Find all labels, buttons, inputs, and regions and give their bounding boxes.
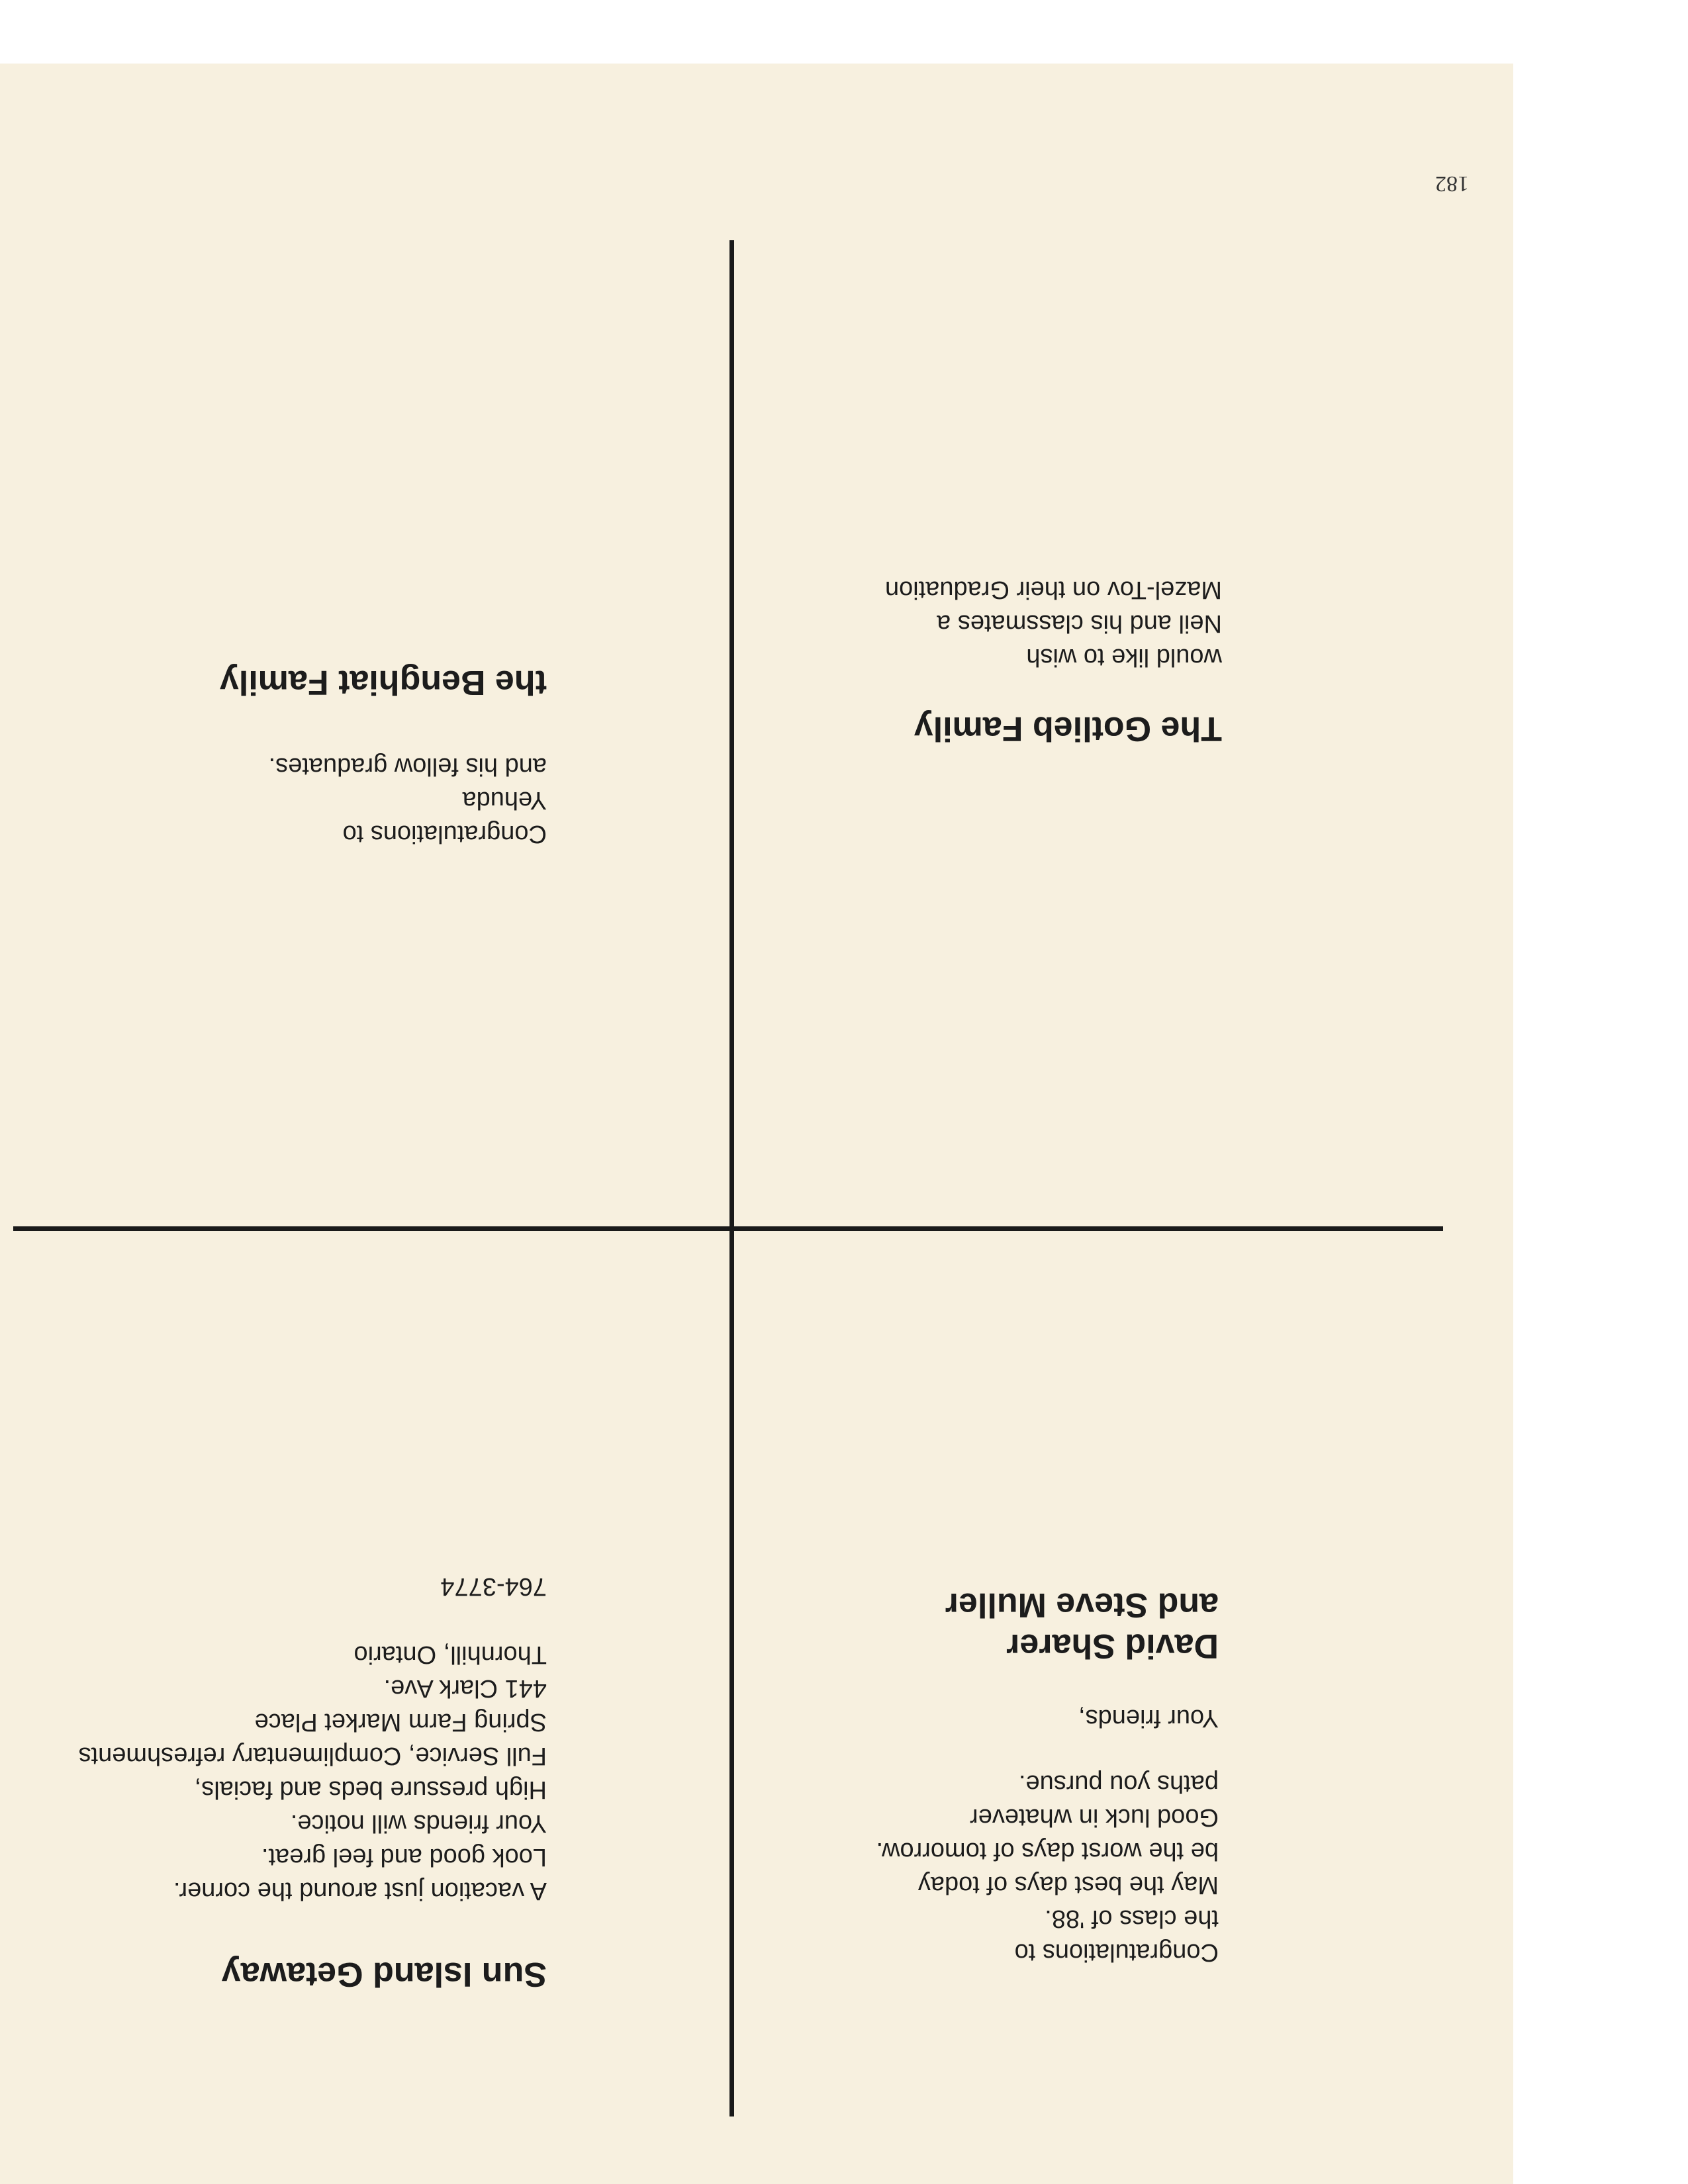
horizontal-divider — [13, 1226, 1443, 1231]
ad-body — [755, 1766, 1219, 1969]
ad-title-line: David Sharer — [1006, 1627, 1219, 1665]
ad-gotlieb-family — [759, 572, 1222, 749]
ad-body-line: High pressure beds and facials, — [194, 1776, 547, 1803]
ad-body-line: Neil and his classmates a — [937, 610, 1222, 637]
ad-body-line: A vacation just around the corner. — [173, 1877, 547, 1905]
ad-body-line: would like to wish — [1026, 643, 1222, 671]
ad-body-line: be the worst days of tomorrow. — [876, 1837, 1219, 1865]
ad-body-line: and his fellow graduates. — [268, 752, 547, 780]
ad-benghiat-family — [83, 662, 547, 850]
ad-body-line: Your friends will notice. — [290, 1809, 547, 1837]
ad-body — [759, 572, 1222, 674]
ad-body-line: Congratulations to — [342, 820, 547, 848]
ad-sun-island-getaway — [4, 1569, 547, 1995]
page-content — [0, 64, 1513, 2184]
ad-address-line: Thornhill, Ontario — [353, 1641, 547, 1668]
page-number: 182 — [1435, 171, 1469, 196]
ad-body — [83, 749, 547, 850]
ad-body-line: the class of '88. — [1045, 1905, 1219, 1933]
vertical-divider — [729, 240, 734, 2116]
ad-body-line: Mazel-Tov on their Graduation — [884, 576, 1222, 604]
ad-body-line: Full Service, Complimentary refreshments — [78, 1742, 547, 1770]
ad-body-line: Congratulations to — [1014, 1938, 1219, 1966]
ad-signoff: Your friends, — [1078, 1704, 1219, 1732]
ad-body-line: Yehuda — [462, 786, 547, 814]
ad-title: Sun Island Getaway — [221, 1955, 547, 1993]
ad-title: The Gotlieb Family — [914, 709, 1222, 748]
ad-body-line: May the best days of today — [917, 1871, 1219, 1899]
ad-phone: 764-3774 — [440, 1572, 547, 1600]
ad-address-line: Spring Farm Market Place — [254, 1708, 547, 1736]
ad-body-line: paths you pursue. — [1018, 1770, 1219, 1797]
scanned-page — [0, 64, 1513, 2184]
ad-address-line: 441 Clark Ave. — [383, 1674, 547, 1702]
ad-body-line: Look good and feel great. — [261, 1843, 547, 1871]
ad-sharer-muller — [755, 1584, 1219, 1969]
ad-title-line: and Steve Muller — [945, 1586, 1219, 1624]
ad-body — [4, 1739, 547, 1907]
ad-title: the Benghiat Family — [219, 663, 547, 702]
ad-address — [4, 1637, 547, 1739]
ad-body-line: Good luck in whatever — [970, 1803, 1219, 1831]
